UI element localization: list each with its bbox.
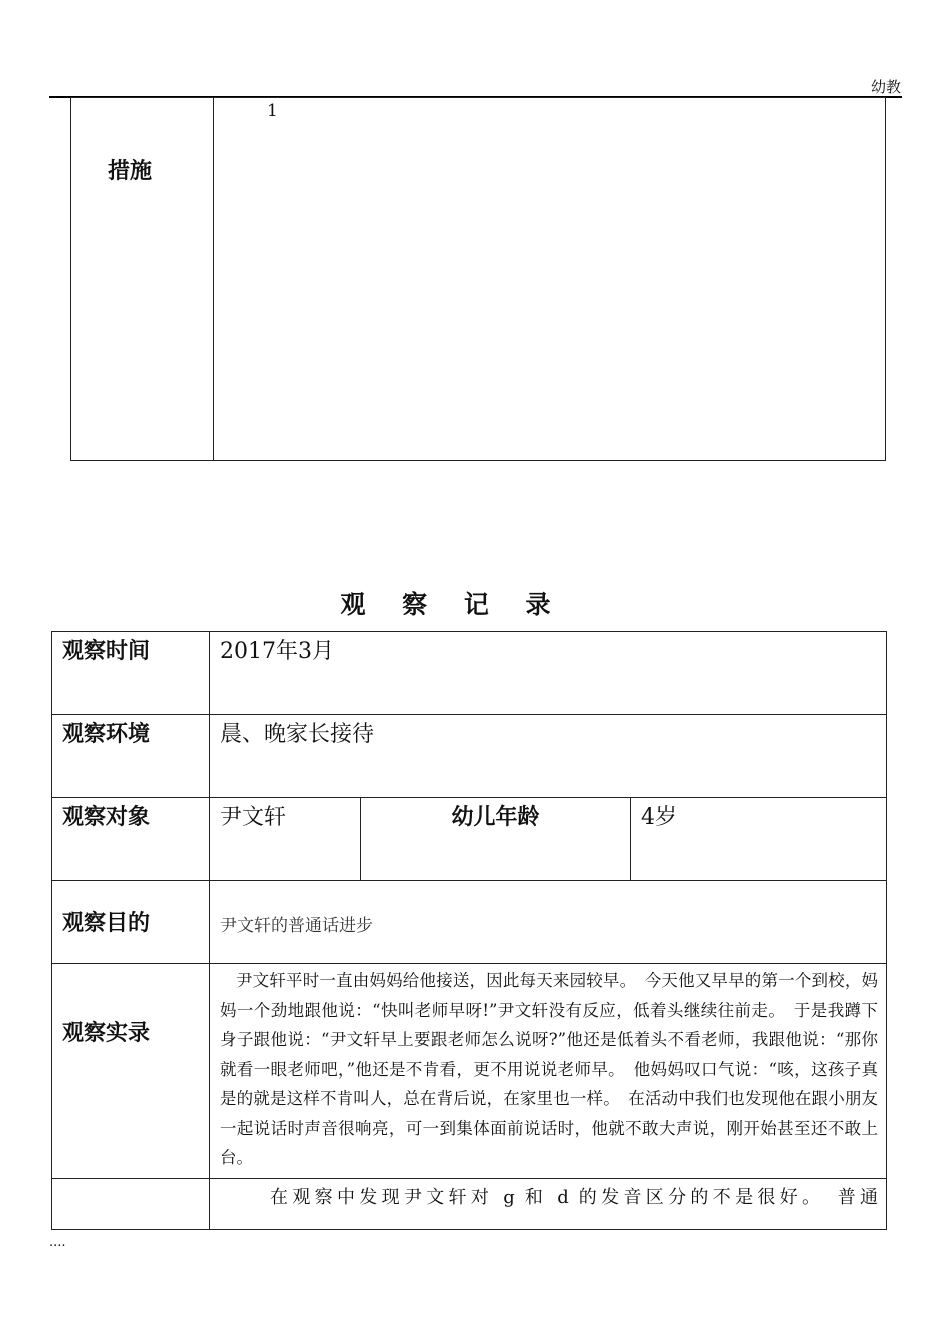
environment-value: 晨、晚家长接待 <box>220 722 375 747</box>
age-label: 幼儿年龄 <box>451 805 540 830</box>
environment-label: 观察环境 <box>62 722 151 747</box>
environment-row <box>52 715 887 798</box>
age-value: 4岁 <box>641 805 677 830</box>
subject-label: 观察对象 <box>62 805 151 830</box>
measures-item-number: 1 <box>267 101 278 121</box>
measures-content-cell <box>214 98 886 461</box>
analysis-label-cell <box>52 1179 210 1230</box>
header-label: 幼教 <box>870 78 901 96</box>
purpose-value: 尹文轩的普通话进步 <box>220 916 373 936</box>
measures-label-cell <box>71 98 214 461</box>
record-row <box>52 964 887 1179</box>
measures-table <box>70 97 886 461</box>
observation-table <box>51 631 887 1230</box>
footer-dots: .... <box>49 1235 66 1250</box>
time-label: 观察时间 <box>62 639 151 664</box>
page-title: 观 察 记 录 <box>340 590 565 619</box>
subject-row <box>52 798 887 881</box>
purpose-label: 观察目的 <box>62 911 151 936</box>
analysis-text: 在观察中发现尹文轩对 g 和 d 的发音区分的不是很好。 普通 <box>270 1187 879 1208</box>
purpose-row <box>52 881 887 964</box>
time-row <box>52 632 887 715</box>
record-label: 观察实录 <box>62 1021 151 1046</box>
time-value: 2017年3月 <box>220 639 334 664</box>
analysis-row <box>52 1179 887 1230</box>
record-text: 尹文轩平时一直由妈妈给他接送，因此每天来园较早。 今天他又早早的第一个到校，妈妈一个劲地跟他说：“快叫老师早呀!”尹文轩没有反应，低着头继续往前走。 于是我蹲下身子跟他说：“尹文轩早上要跟老师怎么说呀?”他还是低着头不看老师，我跟他说：“那你就看一眼老师吧，”他还是不肯看，更不用说说老师早。 他妈妈叹口气说：“咳，这孩子真是的就是这样不肯叫人，总在背后说，在家里也一样。 在活动中我们也发现他在跟小朋友一起说话时声音很响亮，可一到集体面前说话时，他就不敢大声说，刚开始甚至还不敢上台。 <box>220 971 879 1167</box>
measures-label: 措施 <box>108 159 153 184</box>
subject-value: 尹文轩 <box>220 805 287 830</box>
